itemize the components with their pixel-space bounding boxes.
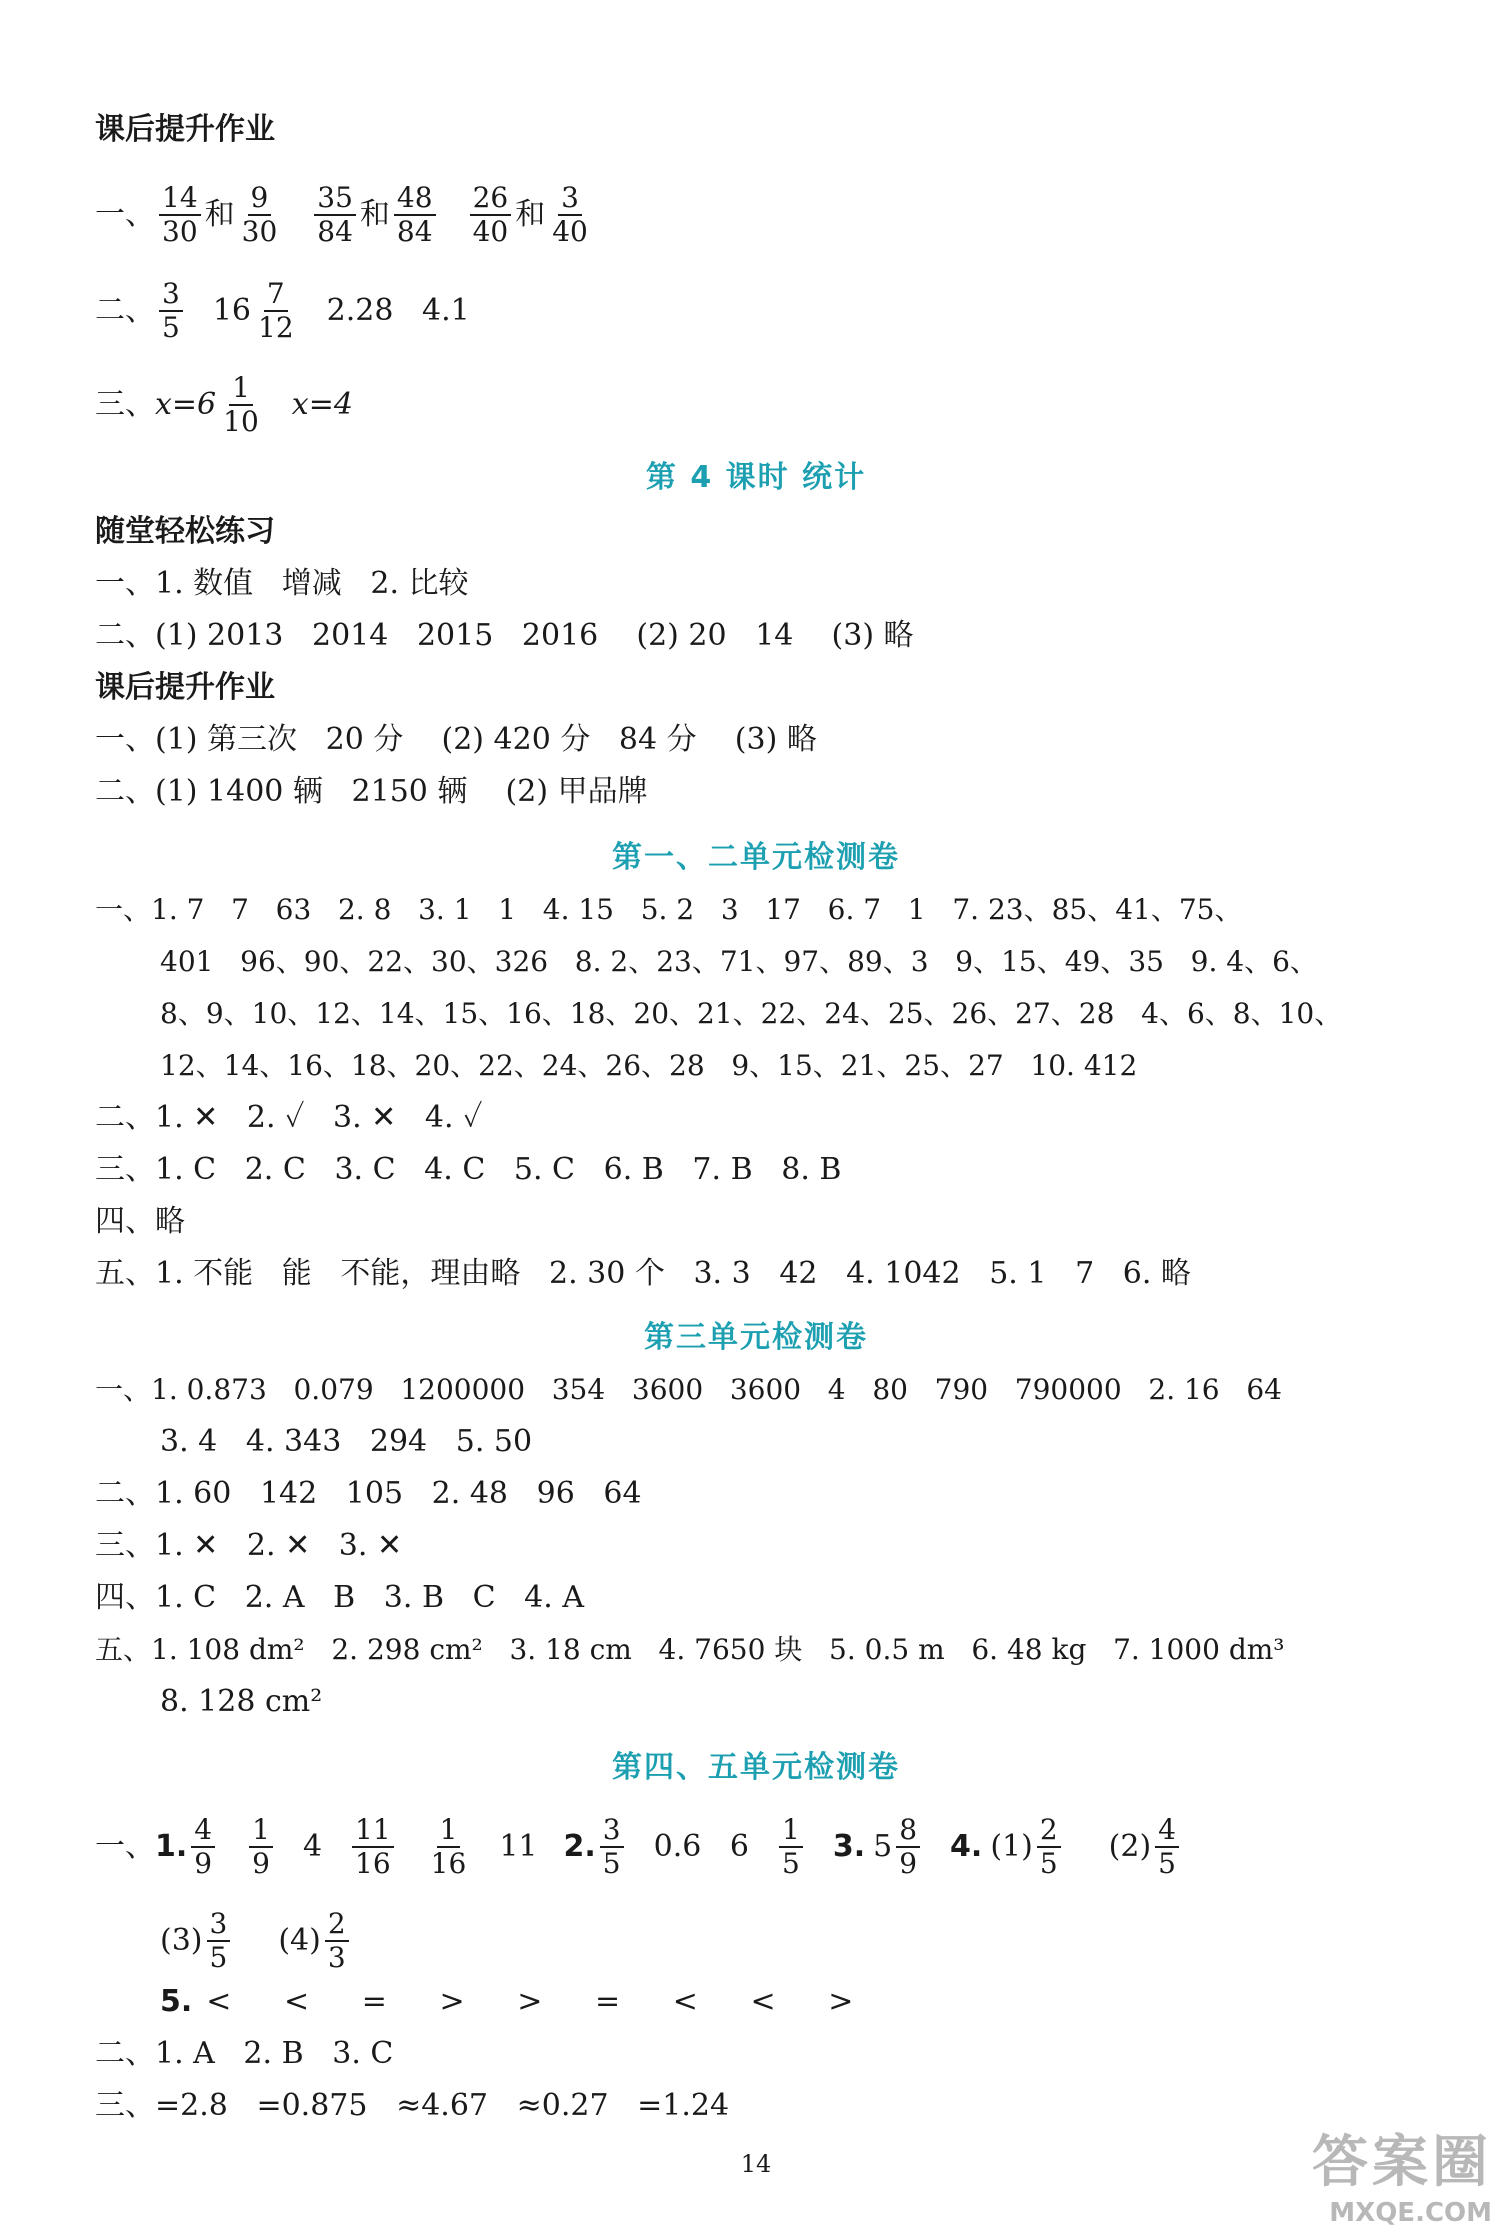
fraction: $\frac{14}{30}$ [159,182,201,248]
answer-line [160,1908,353,1974]
answer-line [160,942,1318,982]
whole-number: 16 [212,293,252,328]
answer-text: 二、1. 60 142 105 2. 48 96 64 [95,1476,642,1511]
question-label: 二、 [95,293,155,328]
answer-text: (1) 2013 2014 2015 2016 (2) 20 14 (3) 略 [155,618,914,653]
fraction: $\frac{4}{9}$ [191,1814,215,1880]
answer-line [95,1578,584,1618]
answer-line [95,1474,642,1514]
answer-text: (3) [160,1923,203,1958]
answer-text: 五、1. 108 dm² 2. 298 cm² 3. 18 cm 4. 7650 块 5. 0.5 m 6. 48 kg 7. 1000 dm³ [95,1633,1285,1666]
answer-text: 四、略 [95,1204,185,1239]
answer-text: (1) 第三次 20 分 (2) 420 分 84 分 (3) 略 [155,722,817,757]
question-label: 一、 [95,566,155,601]
question-label: 一、 [95,1829,155,1864]
item-number: 1. [155,1829,188,1864]
fraction: $\frac{7}{12}$ [258,277,294,344]
conjunction: 和 [359,197,390,232]
answer-line [95,616,914,656]
fraction: $\frac{2}{3}$ [325,1908,349,1974]
fraction: $\frac{26}{40}$ [470,182,512,248]
fraction: $\frac{3}{5}$ [207,1908,231,1974]
answer-line [95,1150,841,1190]
answer-line [95,372,353,438]
answer-text: 四、1. C 2. A B 3. B C 4. A [95,1580,585,1615]
answer-text: 8. 128 cm² [160,1684,323,1719]
answer-text: (4) [278,1923,321,1958]
question-label: 三、 [95,387,155,422]
answer-text: (1) [990,1829,1033,1864]
answer-line [95,1202,185,1242]
answer-text: 2.28 4.1 [326,293,470,328]
answer-line [95,1630,1285,1670]
answer-line [95,564,469,604]
equation: x=6 [155,387,217,422]
section-heading: 随堂轻松练习 [95,514,275,549]
answer-text: 401 96、90、22、30、326 8. 2、23、71、97、89、3 9、15、49、35 9. 4、6、 [160,945,1318,978]
answer-line [95,2034,393,2074]
answer-text: 一、1. 0.873 0.079 1200000 354 3600 3600 4 80 790 790000 2. 16 64 [95,1373,1282,1406]
fraction: $\frac{3}{40}$ [552,181,588,248]
watermark-logo [1312,2118,1492,2228]
answer-line [95,278,470,344]
item-number: 3. [832,1829,866,1864]
unit-test-title: 第四、五单元检测卷 [612,1750,900,1785]
equation: x=4 [291,387,353,422]
item-number: 5. [160,1984,193,2019]
answer-text: 3. 4 4. 343 294 5. 50 [160,1424,533,1459]
fraction: $\frac{9}{30}$ [241,181,278,248]
fraction: $\frac{35}{84}$ [314,182,356,248]
answer-line [160,1982,859,2022]
answer-text: 三、1. ✕ 2. ✕ 3. ✕ [95,1528,403,1563]
answer-text: 11 [499,1829,538,1864]
answer-line [160,1046,1137,1086]
fraction: $\frac{11}{16}$ [352,1814,394,1880]
answer-line [160,1682,322,1722]
answer-text: 8、9、10、12、14、15、16、18、20、21、22、24、25、26、27、28 4、6、8、10、 [160,997,1343,1030]
question-label: 一、 [95,722,155,757]
answer-text: 一、1. 7 7 63 2. 8 3. 1 1 4. 15 5. 2 3 17 6. 7 1 7. 23、85、41、75、 [95,893,1243,926]
answer-line [95,1814,1183,1880]
question-label: 一、 [95,197,155,232]
answer-text: 二、1. ✕ 2. ✓ 3. ✕ 4. ✓ [95,1100,483,1135]
answer-line [95,182,595,248]
answer-text: (1) 1400 辆 2150 辆 (2) 甲品牌 [155,774,648,809]
question-label: 二、 [95,618,155,653]
fraction: $\frac{2}{5}$ [1037,1814,1061,1880]
answer-text: 0.6 6 [653,1829,750,1864]
answer-line [95,1254,1191,1294]
item-number: 2. [563,1829,596,1864]
fraction: $\frac{3}{5}$ [600,1814,624,1880]
fraction: $\frac{1}{5}$ [779,1814,803,1880]
answer-line [95,720,817,760]
unit-test-title: 第一、二单元检测卷 [612,840,900,875]
answer-line [95,772,648,812]
answer-line [95,1370,1282,1410]
fraction: $\frac{4}{5}$ [1155,1814,1179,1880]
conjunction: 和 [515,197,546,232]
answer-text: < < = > > = < < > [206,1984,860,2019]
fraction: $\frac{48}{84}$ [394,182,436,248]
lesson-title: 第 4 课时 统计 [645,460,867,495]
answer-line [95,890,1242,930]
question-label: 二、 [95,774,155,809]
answer-text: 二、1. A 2. B 3. C [95,2036,394,2071]
answer-text: 4 [302,1829,323,1864]
answer-line [95,1526,402,1566]
unit-test-title: 第三单元检测卷 [644,1320,868,1355]
answer-line [160,1422,532,1462]
answer-text: (2) [1108,1829,1152,1864]
conjunction: 和 [204,197,235,232]
section-heading: 课后提升作业 [95,112,275,147]
answer-text: 五、1. 不能 能 不能，理由略 2. 30 个 3. 3 42 4. 1042 5. 1 7 6. 略 [95,1256,1191,1291]
page-number: 14 [740,2150,772,2178]
fraction: $\frac{1}{10}$ [223,371,259,438]
answer-text: 12、14、16、18、20、22、24、26、28 9、15、21、25、27 10. 412 [160,1049,1138,1082]
answer-line [95,2086,729,2126]
answer-text: 三、1. C 2. C 3. C 4. C 5. C 6. B 7. B 8. B [95,1152,842,1187]
watermark-url: MXQE.COM [1329,2198,1492,2228]
answer-line [95,1098,482,1138]
fraction: $\frac{8}{9}$ [896,1814,920,1880]
watermark-text: 答案圈 [1312,2130,1492,2195]
section-heading: 课后提升作业 [95,670,275,705]
fraction: $\frac{1}{16}$ [430,1813,467,1880]
answer-line [160,994,1342,1034]
item-number: 4. [950,1829,983,1864]
fraction: $\frac{1}{9}$ [249,1814,273,1880]
answer-text: 5 [873,1829,893,1864]
fraction: $\frac{3}{5}$ [159,278,183,344]
answer-text: 三、=2.8 =0.875 ≈4.67 ≈0.27 =1.24 [95,2088,730,2123]
answer-text: 1. 数值 增减 2. 比较 [155,566,469,601]
